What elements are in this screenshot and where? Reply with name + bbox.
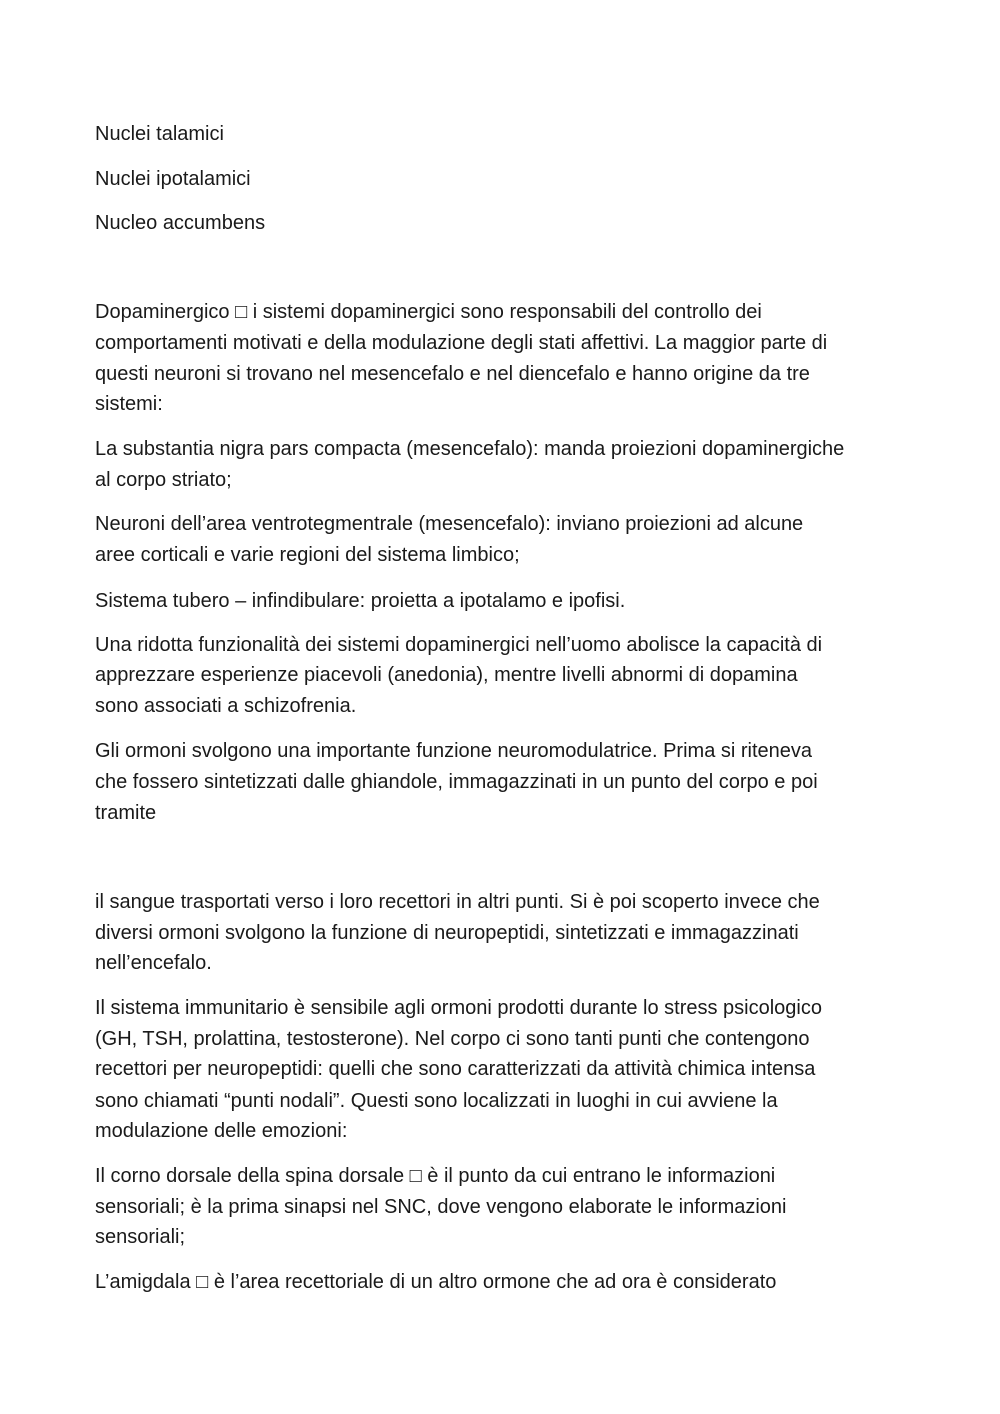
paragraph-line: Gli ormoni svolgono una importante funzione neuromodulatrice. Prima si riteneva <box>95 740 813 762</box>
paragraph-line: comportamenti motivati e della modulazione degli stati affettivi. La maggior parte di <box>95 332 828 354</box>
paragraph-line: aree corticali e varie regioni del sistema limbico; <box>95 544 520 566</box>
paragraph-line: apprezzare esperienze piacevoli (anedonia), mentre livelli abnormi di dopamina <box>95 664 798 686</box>
list-item: Nuclei ipotalamici <box>95 168 251 190</box>
paragraph-line: Sistema tubero – infindibulare: proietta a ipotalamo e ipofisi. <box>95 590 626 612</box>
paragraph-line: sono associati a schizofrenia. <box>95 695 357 717</box>
paragraph-line: tramite <box>95 802 157 824</box>
paragraph-line: Dopaminergico □ i sistemi dopaminergici sono responsabili del controllo dei <box>95 301 762 323</box>
paragraph-line: sono chiamati “punti nodali”. Questi sono localizzati in luoghi in cui avviene la <box>95 1090 778 1112</box>
paragraph-line: nell’encefalo. <box>95 952 212 974</box>
paragraph-line: diversi ormoni svolgono la funzione di neuropeptidi, sintetizzati e immagazzinati <box>95 922 799 944</box>
paragraph-line: Una ridotta funzionalità dei sistemi dopaminergici nell’uomo abolisce la capacità di <box>95 634 823 656</box>
paragraph-line: recettori per neuropeptidi: quelli che sono caratterizzati da attività chimica intensa <box>95 1058 816 1080</box>
paragraph-line: modulazione delle emozioni: <box>95 1120 348 1142</box>
paragraph-line: sensoriali; è la prima sinapsi nel SNC, dove vengono elaborate le informazioni <box>95 1196 787 1218</box>
list-item: Nuclei talamici <box>95 123 224 145</box>
paragraph-line: La substantia nigra pars compacta (mesencefalo): manda proiezioni dopaminergiche <box>95 438 845 460</box>
paragraph-line: il sangue trasportati verso i loro recettori in altri punti. Si è poi scoperto invece che <box>95 891 820 913</box>
paragraph-line: questi neuroni si trovano nel mesencefalo e nel diencefalo e hanno origine da tre <box>95 363 810 385</box>
paragraph-line: sistemi: <box>95 393 163 415</box>
paragraph-line: sensoriali; <box>95 1226 186 1248</box>
paragraph-line: che fossero sintetizzati dalle ghiandole, immagazzinati in un punto del corpo e poi <box>95 771 818 793</box>
paragraph-line: Il corno dorsale della spina dorsale □ è il punto da cui entrano le informazioni <box>95 1165 776 1187</box>
paragraph-line: Neuroni dell’area ventrotegmentrale (mesencefalo): inviano proiezioni ad alcune <box>95 513 804 535</box>
paragraph-line: Il sistema immunitario è sensibile agli ormoni prodotti durante lo stress psicologico <box>95 997 822 1019</box>
paragraph-line: al corpo striato; <box>95 469 232 491</box>
paragraph-line: L’amigdala □ è l’area recettoriale di un altro ormone che ad ora è considerato <box>95 1271 777 1293</box>
paragraph-line: (GH, TSH, prolattina, testosterone). Nel corpo ci sono tanti punti che contengono <box>95 1028 810 1050</box>
list-item: Nucleo accumbens <box>95 212 266 234</box>
